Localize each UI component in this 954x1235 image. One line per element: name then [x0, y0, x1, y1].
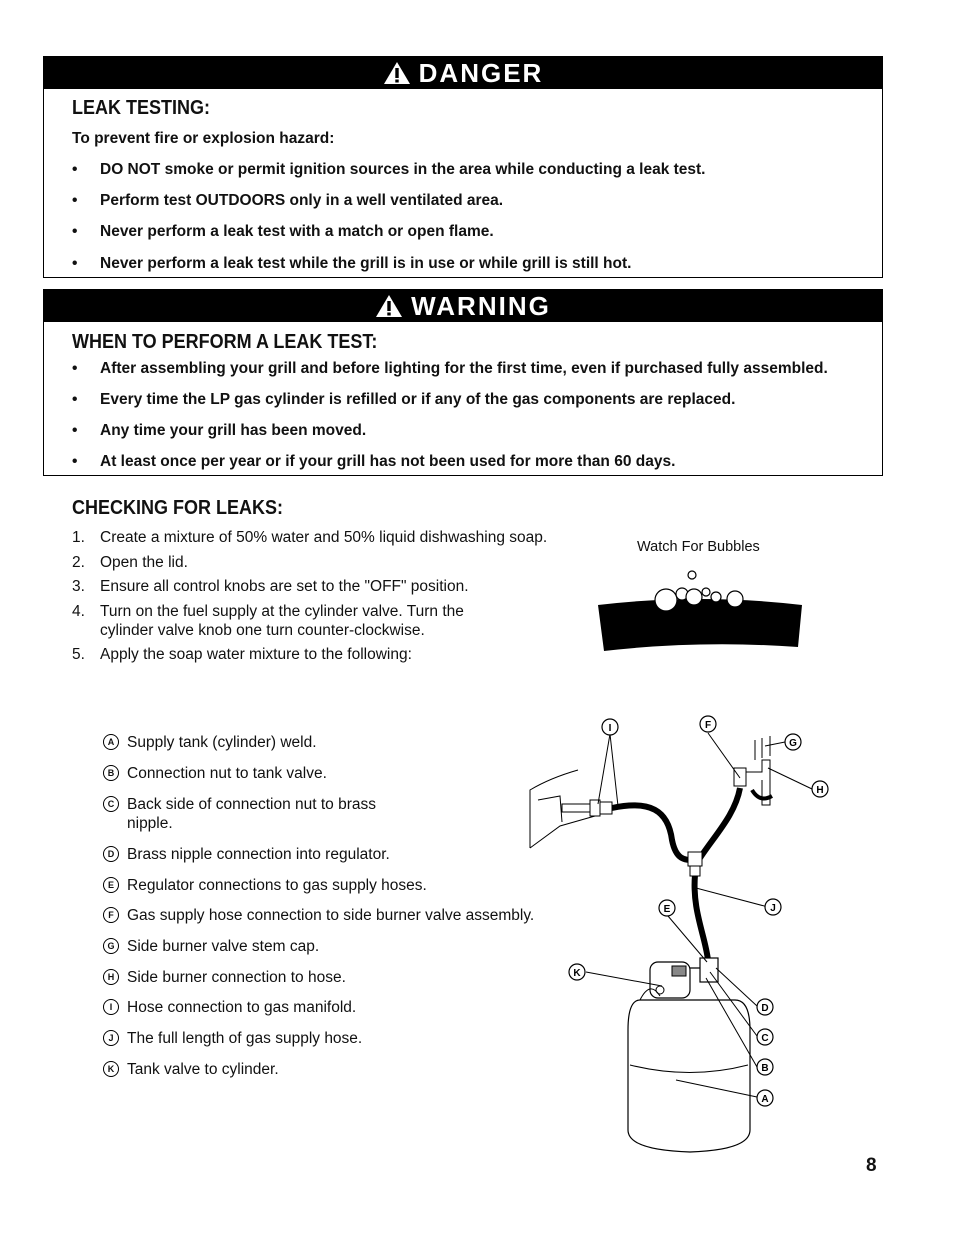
danger-item: • Never perform a leak test while the grill is in use or while grill is still hot. [72, 255, 632, 272]
svg-text:F: F [704, 720, 712, 731]
part-item: J The full length of gas supply hose. [103, 1029, 362, 1048]
step-item: 3. Ensure all control knobs are set to the "OFF" position. [72, 578, 469, 595]
part-item: C Back side of connection nut to brass nipple. [103, 795, 376, 833]
bubbles-caption: Watch For Bubbles [637, 539, 760, 555]
when-to-test-heading: WHEN TO PERFORM A LEAK TEST: [72, 331, 378, 353]
danger-item: • Perform test OUTDOORS only in a well ventilated area. [72, 192, 504, 209]
callout-d [757, 999, 773, 1015]
svg-text:B: B [761, 1063, 769, 1074]
warning-item: • At least once per year or if your grill has not been used for more than 60 days. [72, 453, 676, 470]
warning-box [43, 289, 883, 476]
part-letter: K [103, 1061, 119, 1077]
callout-b [757, 1059, 773, 1075]
svg-text:H: H [816, 785, 824, 796]
danger-item: • Never perform a leak test with a match or open flame. [72, 223, 494, 240]
callout-k [569, 964, 585, 980]
part-item: B Connection nut to tank valve. [103, 764, 327, 783]
callout-h [812, 781, 828, 797]
callout-g [785, 734, 801, 750]
part-item: K Tank valve to cylinder. [103, 1060, 279, 1079]
callout-i [602, 719, 618, 735]
step-item: 1. Create a mixture of 50% water and 50% liquid dishwashing soap. [72, 529, 548, 546]
danger-title: DANGER [418, 57, 544, 88]
warning-triangle-icon [375, 294, 403, 318]
svg-text:J: J [770, 903, 776, 914]
svg-text:I: I [608, 723, 612, 734]
warning-header [44, 290, 882, 322]
gas-system-diagram [500, 700, 850, 1160]
danger-item: • DO NOT smoke or permit ignition sources in the area while conducting a leak test. [72, 161, 706, 178]
part-item: I Hose connection to gas manifold. [103, 998, 356, 1017]
page-number: 8 [866, 1155, 877, 1176]
callout-c [757, 1029, 773, 1045]
svg-text:G: G [789, 738, 797, 749]
callout-a [757, 1090, 773, 1106]
part-item: F Gas supply hose connection to side burner valve assembly. [103, 906, 534, 925]
step-item: 5. Apply the soap water mixture to the following: [72, 646, 412, 663]
part-item: G Side burner valve stem cap. [103, 937, 319, 956]
part-letter: I [103, 999, 119, 1015]
warning-item: • Every time the LP gas cylinder is refilled or if any of the gas components are replaced. [72, 391, 736, 408]
part-letter: C [103, 796, 119, 812]
svg-text:A: A [761, 1094, 769, 1105]
bubbles-illustration [590, 565, 810, 660]
svg-text:E: E [663, 904, 671, 915]
part-letter: J [103, 1030, 119, 1046]
leak-testing-heading: LEAK TESTING: [72, 97, 211, 119]
svg-text:K: K [573, 968, 581, 979]
part-item: D Brass nipple connection into regulator. [103, 845, 390, 864]
svg-text:C: C [761, 1033, 769, 1044]
step-item: 4. Turn on the fuel supply at the cylinder valve. Turn the cylinder valve knob one turn counter-clockwise. [72, 603, 464, 639]
danger-header [44, 57, 882, 89]
part-letter: B [103, 765, 119, 781]
part-letter: H [103, 969, 119, 985]
warning-item: • After assembling your grill and before lighting for the first time, even if purchased fully assembled. [72, 360, 828, 377]
checking-heading: CHECKING FOR LEAKS: [72, 497, 284, 519]
part-letter: E [103, 877, 119, 893]
part-letter: D [103, 846, 119, 862]
warning-item: • Any time your grill has been moved. [72, 422, 367, 439]
warning-triangle-icon [383, 61, 411, 85]
step-item: 2. Open the lid. [72, 554, 188, 571]
part-item: E Regulator connections to gas supply hoses. [103, 876, 427, 895]
part-item: A Supply tank (cylinder) weld. [103, 733, 317, 752]
callout-f [700, 716, 716, 732]
callout-j [765, 899, 781, 915]
part-letter: G [103, 938, 119, 954]
svg-text:D: D [761, 1003, 769, 1014]
danger-intro: To prevent fire or explosion hazard: [72, 130, 335, 147]
warning-title: WARNING [411, 290, 551, 321]
callout-e [659, 900, 675, 916]
part-item: H Side burner connection to hose. [103, 968, 346, 987]
part-letter: F [103, 907, 119, 923]
part-letter: A [103, 734, 119, 750]
